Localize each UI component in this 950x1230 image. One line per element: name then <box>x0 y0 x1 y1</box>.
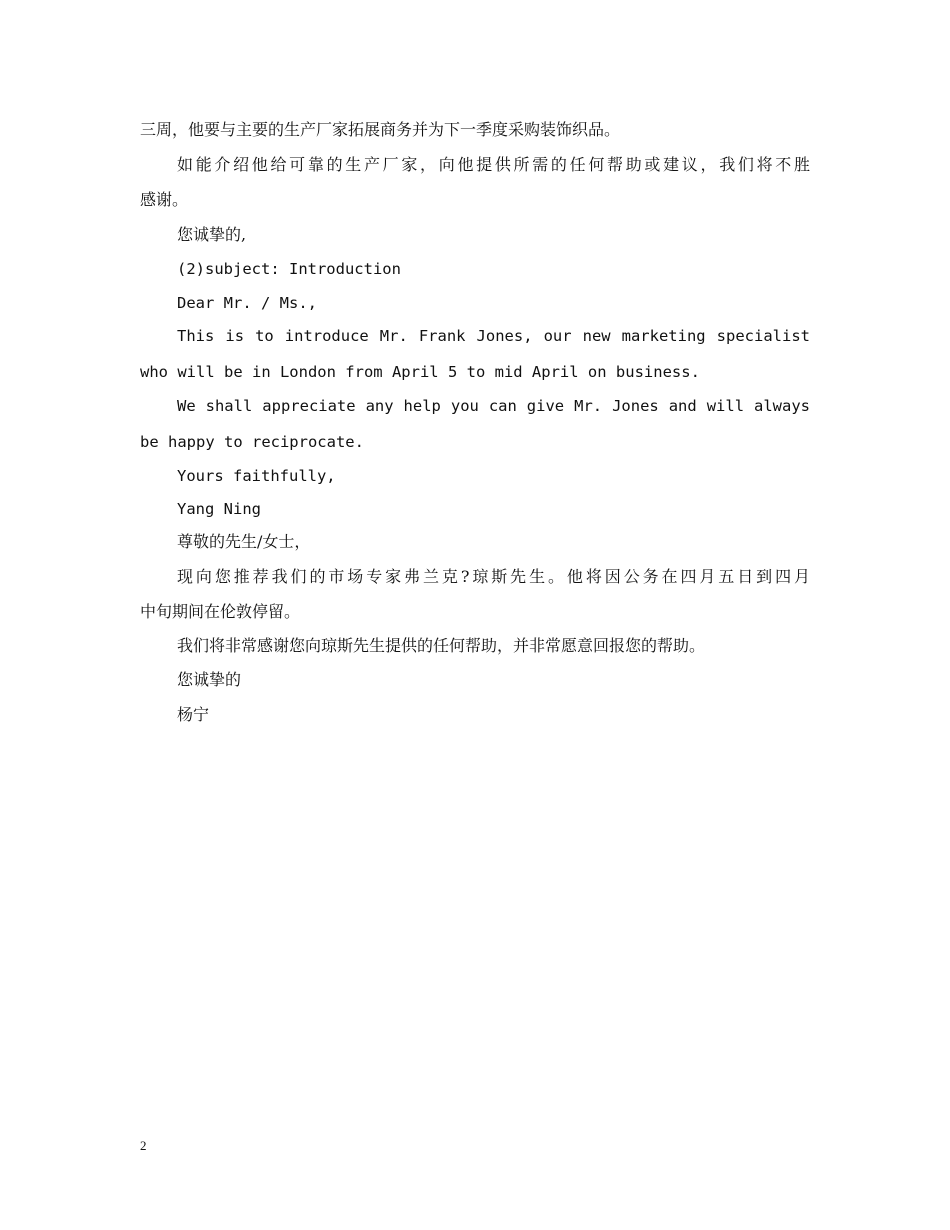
text-line: 如能介绍他给可靠的生产厂家，向他提供所需的任何帮助或建议，我们将不胜 <box>177 155 810 174</box>
subject-line: (2)subject: Introduction <box>177 260 401 278</box>
signature: 杨宁 <box>177 705 210 724</box>
text-line: 我们将非常感谢您向琼斯先生提供的任何帮助，并非常愿意回报您的帮助。 <box>177 636 706 655</box>
signature: Yang Ning <box>177 500 261 518</box>
page-number: 2 <box>140 1138 147 1153</box>
text-line: 现向您推荐我们的市场专家弗兰克?琼斯先生。他将因公务在四月五日到四月 <box>177 567 810 586</box>
closing: Yours faithfully, <box>177 467 336 485</box>
text-line: who will be in London from April 5 to mid April on business. <box>140 363 700 381</box>
closing: 您诚挚的 <box>177 670 242 689</box>
text-line: 三周，他要与主要的生产厂家拓展商务并为下一季度采购装饰织品。 <box>140 120 621 139</box>
text-line: 您诚挚的, <box>177 225 247 244</box>
text-line: 中旬期间在伦敦停留。 <box>140 602 301 621</box>
text-line: This is to introduce Mr. Frank Jones, our new marketing specialist <box>177 327 810 345</box>
text-line: be happy to reciprocate. <box>140 433 364 451</box>
text-line: We shall appreciate any help you can give Mr. Jones and will always <box>177 397 810 415</box>
text-line: 感谢。 <box>140 190 189 209</box>
text-line: 尊敬的先生/女士， <box>177 532 311 551</box>
salutation: Dear Mr. / Ms., <box>177 294 317 312</box>
